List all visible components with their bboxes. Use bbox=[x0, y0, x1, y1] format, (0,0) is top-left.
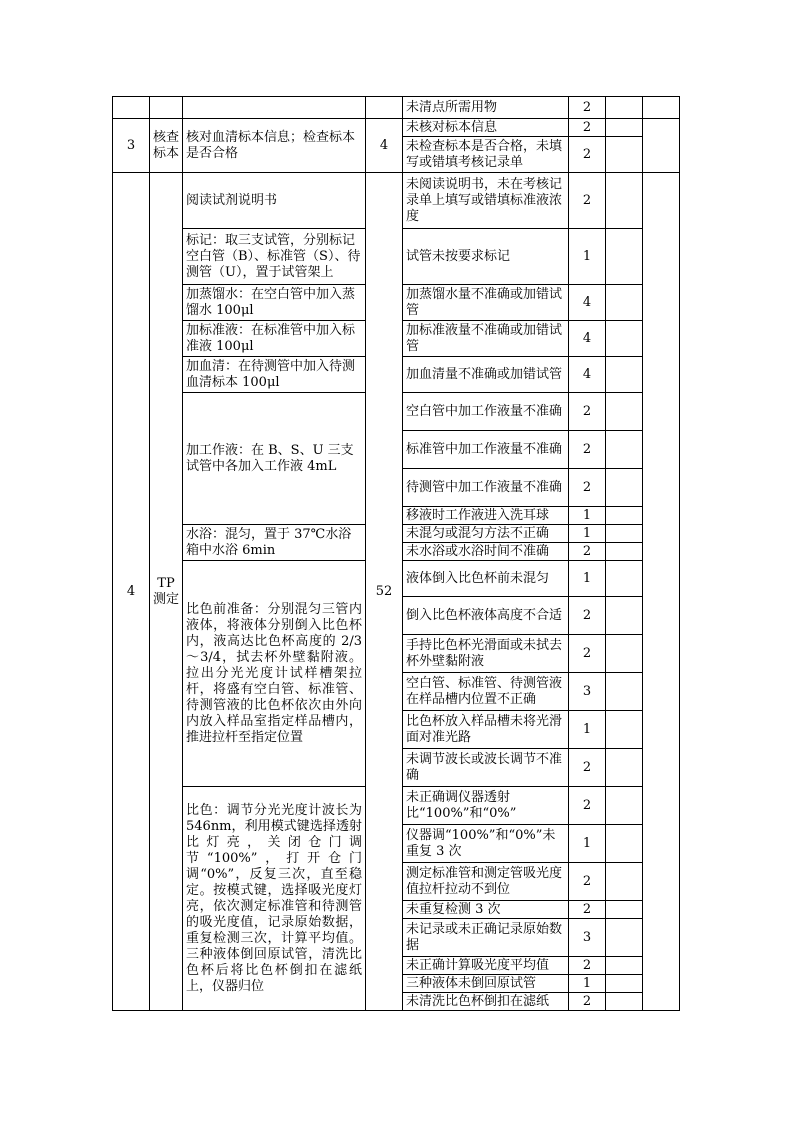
score-cell: 2 bbox=[569, 469, 606, 507]
operation-cell: 加标准液：在标准管中加入标准液 100μl bbox=[183, 321, 366, 357]
criterion-cell: 未正确计算吸光度平均值 bbox=[403, 957, 569, 975]
deduction-cell bbox=[606, 173, 643, 229]
points-cell: 4 bbox=[366, 119, 403, 173]
score-cell: 1 bbox=[569, 525, 606, 543]
criterion-cell: 未核对标本信息 bbox=[403, 119, 569, 137]
table-row bbox=[113, 119, 680, 137]
score-cell: 2 bbox=[569, 119, 606, 137]
score-cell: 3 bbox=[569, 919, 606, 957]
operation-cell: 加血清：在待测管中加入待测血清标本 100μl bbox=[183, 357, 366, 393]
remark-cell bbox=[643, 119, 680, 173]
score-cell: 2 bbox=[569, 863, 606, 901]
criterion-cell: 未检查标本是否合格，未填写或错填考核记录单 bbox=[403, 137, 569, 173]
step-no-cell bbox=[113, 97, 150, 119]
operation-cell: 加蒸馏水：在空白管中加入蒸馏水 100μl bbox=[183, 285, 366, 321]
step-no-cell: 4 bbox=[113, 173, 150, 1011]
criterion-cell: 未记录或未正确记录原始数据 bbox=[403, 919, 569, 957]
criterion-cell: 未清点所需用物 bbox=[403, 97, 569, 119]
score-cell: 2 bbox=[569, 543, 606, 561]
deduction-cell bbox=[606, 393, 643, 431]
deduction-cell bbox=[606, 469, 643, 507]
score-cell: 2 bbox=[569, 173, 606, 229]
deduction-cell bbox=[606, 229, 643, 285]
remark-cell bbox=[643, 97, 680, 119]
criterion-cell: 未水浴或水浴时间不准确 bbox=[403, 543, 569, 561]
deduction-cell bbox=[606, 321, 643, 357]
score-cell: 2 bbox=[569, 957, 606, 975]
deduction-cell bbox=[606, 97, 643, 119]
criterion-cell: 加标准液量不准确或加错试管 bbox=[403, 321, 569, 357]
deduction-cell bbox=[606, 711, 643, 749]
deduction-cell bbox=[606, 635, 643, 673]
score-cell: 2 bbox=[569, 635, 606, 673]
score-cell: 2 bbox=[569, 97, 606, 119]
table-row bbox=[113, 97, 680, 119]
criterion-cell: 加蒸馏水量不准确或加错试管 bbox=[403, 285, 569, 321]
deduction-cell bbox=[606, 525, 643, 543]
score-cell: 2 bbox=[569, 137, 606, 173]
criterion-cell: 空白管、标准管、待测管液在样品槽内位置不正确 bbox=[403, 673, 569, 711]
deduction-cell bbox=[606, 975, 643, 993]
criterion-cell: 仪器调“100%”和“0%”未重复 3 次 bbox=[403, 825, 569, 863]
score-cell: 1 bbox=[569, 975, 606, 993]
deduction-cell bbox=[606, 825, 643, 863]
deduction-cell bbox=[606, 285, 643, 321]
criterion-cell: 手持比色杯光滑面或未拭去杯外壁黏附液 bbox=[403, 635, 569, 673]
deduction-cell bbox=[606, 543, 643, 561]
score-cell: 4 bbox=[569, 321, 606, 357]
deduction-cell bbox=[606, 431, 643, 469]
score-cell: 4 bbox=[569, 357, 606, 393]
deduction-cell bbox=[606, 993, 643, 1011]
deduction-cell bbox=[606, 561, 643, 597]
deduction-cell bbox=[606, 357, 643, 393]
criterion-cell: 测定标准管和测定管吸光度值拉杆拉动不到位 bbox=[403, 863, 569, 901]
remark-cell bbox=[643, 173, 680, 1011]
score-cell: 1 bbox=[569, 825, 606, 863]
criterion-cell: 试管未按要求标记 bbox=[403, 229, 569, 285]
deduction-cell bbox=[606, 957, 643, 975]
score-cell: 2 bbox=[569, 393, 606, 431]
points-cell bbox=[366, 97, 403, 119]
operation-cell bbox=[183, 97, 366, 119]
operation-cell: 比色前准备：分别混匀三管内液体，将液体分别倒入比色杯内，液高达比色杯高度的 2/3～3/4，拭去杯外壁黏附液。拉出分光光度计试样槽架拉杆，将盛有空白管、标准管、待测管液的比色杯依次由外向内放入样品室指定样品槽内，推进拉杆至指定位置 bbox=[183, 561, 366, 787]
criterion-cell: 移液时工作液进入洗耳球 bbox=[403, 507, 569, 525]
step-no-cell: 3 bbox=[113, 119, 150, 173]
operation-cell: 标记：取三支试管，分别标记空白管（B）、标准管（S）、待测管（U），置于试管架上 bbox=[183, 229, 366, 285]
criterion-cell: 未清洗比色杯倒扣在滤纸 bbox=[403, 993, 569, 1011]
operation-cell: 核对血清标本信息；检查标本是否合格 bbox=[183, 119, 366, 173]
score-cell: 1 bbox=[569, 507, 606, 525]
score-cell: 1 bbox=[569, 561, 606, 597]
deduction-cell bbox=[606, 119, 643, 137]
deduction-cell bbox=[606, 919, 643, 957]
step-name-cell: TP测定 bbox=[150, 173, 183, 1011]
operation-cell: 加工作液：在 B、S、U 三支试管中各加入工作液 4mL bbox=[183, 393, 366, 525]
points-cell: 52 bbox=[366, 173, 403, 1011]
score-cell: 3 bbox=[569, 673, 606, 711]
step-name-cell bbox=[150, 97, 183, 119]
score-cell: 2 bbox=[569, 787, 606, 825]
deduction-cell bbox=[606, 137, 643, 173]
deduction-cell bbox=[606, 863, 643, 901]
score-cell: 2 bbox=[569, 901, 606, 919]
score-cell: 2 bbox=[569, 597, 606, 635]
criterion-cell: 未调节波长或波长调节不准确 bbox=[403, 749, 569, 787]
criterion-cell: 倒入比色杯液体高度不合适 bbox=[403, 597, 569, 635]
criterion-cell: 未混匀或混匀方法不正确 bbox=[403, 525, 569, 543]
deduction-cell bbox=[606, 673, 643, 711]
score-cell: 1 bbox=[569, 711, 606, 749]
criterion-cell: 待测管中加工作液量不准确 bbox=[403, 469, 569, 507]
deduction-cell bbox=[606, 787, 643, 825]
scoring-table bbox=[112, 96, 680, 1011]
deduction-cell bbox=[606, 597, 643, 635]
score-cell: 1 bbox=[569, 229, 606, 285]
deduction-cell bbox=[606, 901, 643, 919]
operation-cell: 比色：调节分光光度计波长为 546nm，利用模式键选择透射比灯亮，关闭仓门调节“100%”，打开仓门调“0%”，反复三次，直至稳定。按模式键，选择吸光度灯亮，依次测定标准管和待测管的吸光度值，记录原始数据，重复检测三次，计算平均值。三种液体倒回原试管，清洗比色杯后将比色杯倒扣在滤纸上，仪器归位 bbox=[183, 787, 366, 1011]
score-cell: 2 bbox=[569, 749, 606, 787]
deduction-cell bbox=[606, 749, 643, 787]
operation-cell: 水浴：混匀，置于 37℃水浴箱中水浴 6min bbox=[183, 525, 366, 561]
criterion-cell: 空白管中加工作液量不准确 bbox=[403, 393, 569, 431]
criterion-cell: 比色杯放入样品槽未将光滑面对准光路 bbox=[403, 711, 569, 749]
score-cell: 2 bbox=[569, 993, 606, 1011]
criterion-cell: 标准管中加工作液量不准确 bbox=[403, 431, 569, 469]
deduction-cell bbox=[606, 507, 643, 525]
operation-cell: 阅读试剂说明书 bbox=[183, 173, 366, 229]
score-cell: 4 bbox=[569, 285, 606, 321]
criterion-cell: 未正确调仪器透射比“100%”和“0%” bbox=[403, 787, 569, 825]
score-cell: 2 bbox=[569, 431, 606, 469]
criterion-cell: 加血清量不准确或加错试管 bbox=[403, 357, 569, 393]
table-row bbox=[113, 173, 680, 229]
criterion-cell: 三种液体未倒回原试管 bbox=[403, 975, 569, 993]
criterion-cell: 液体倒入比色杯前未混匀 bbox=[403, 561, 569, 597]
step-name-cell: 核查标本 bbox=[150, 119, 183, 173]
criterion-cell: 未重复检测 3 次 bbox=[403, 901, 569, 919]
criterion-cell: 未阅读说明书，未在考核记录单上填写或错填标准液浓度 bbox=[403, 173, 569, 229]
